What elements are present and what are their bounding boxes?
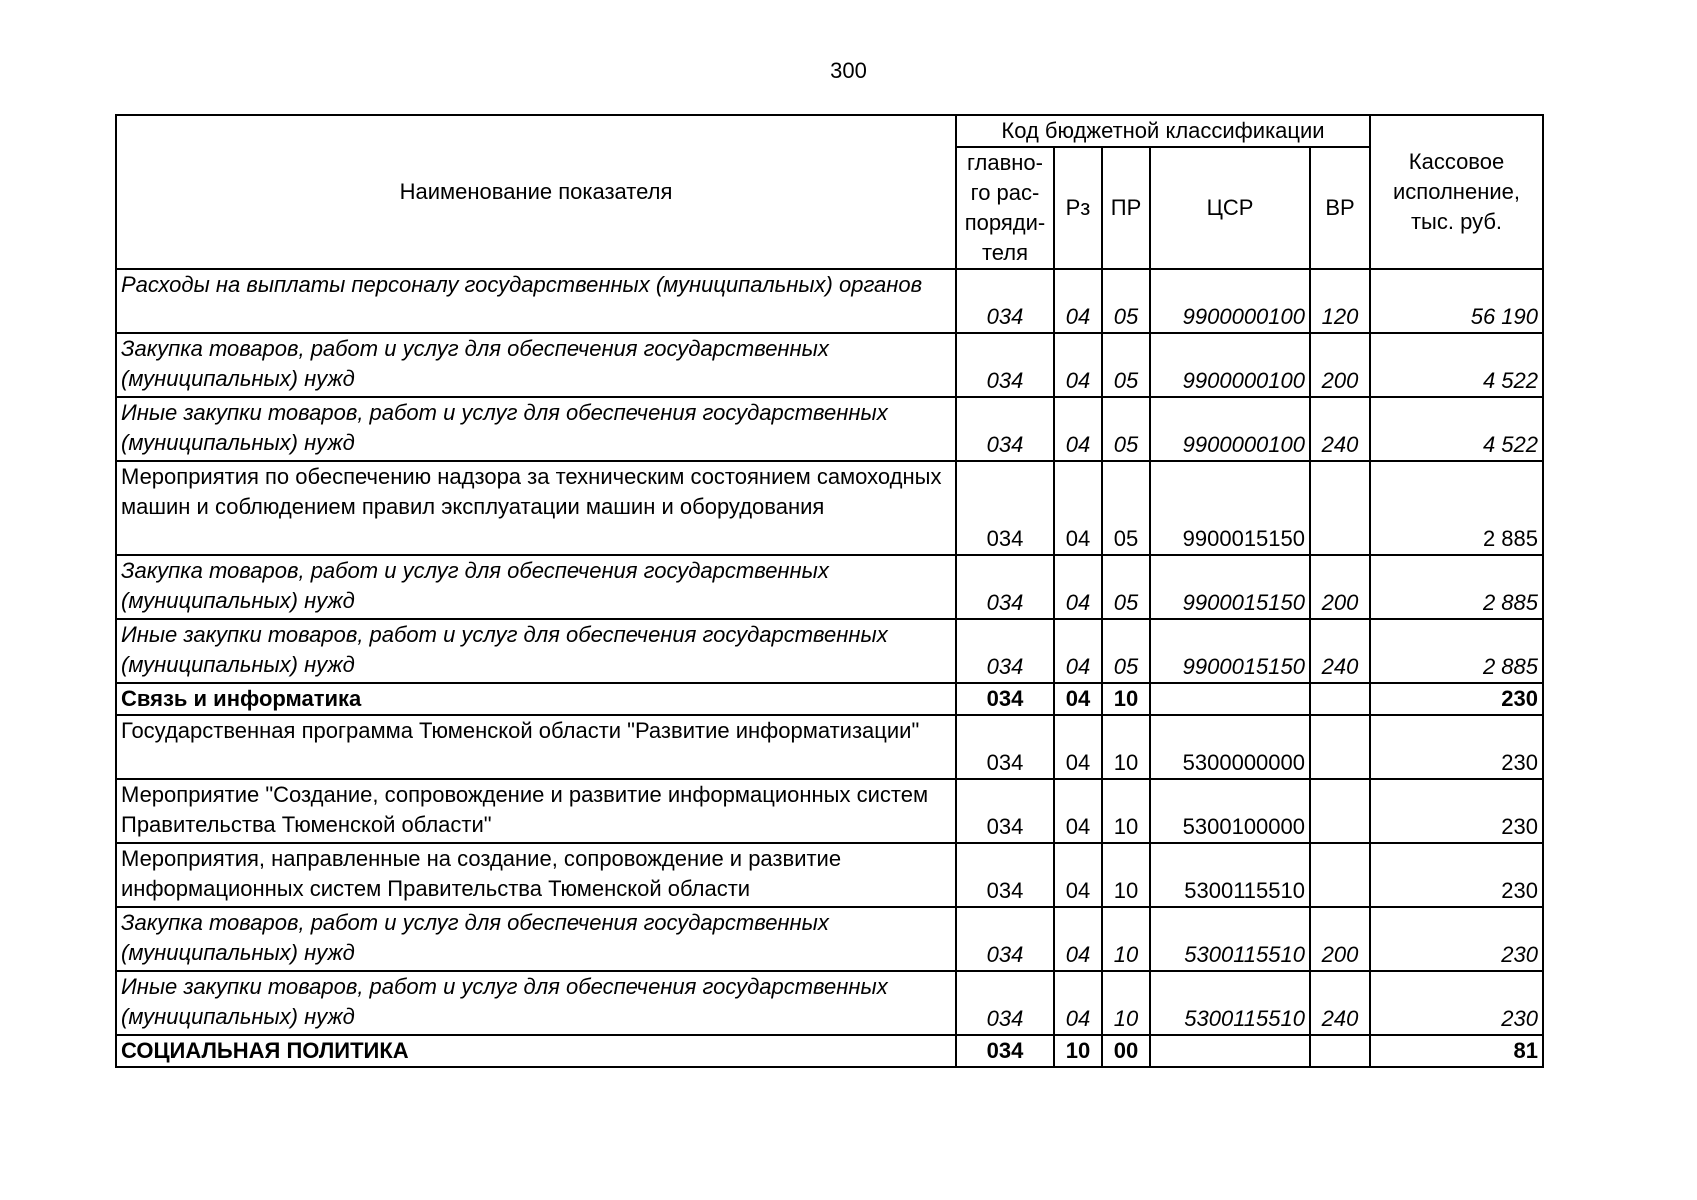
cell-vr: 240 <box>1310 971 1370 1035</box>
cell-csr: 9900015150 <box>1150 555 1310 619</box>
cell-csr: 9900000100 <box>1150 397 1310 461</box>
cell-pr: 05 <box>1102 269 1150 333</box>
table-row <box>116 843 1543 907</box>
cell-csr <box>1150 1035 1310 1067</box>
pr-column-header: ПР <box>1102 147 1150 269</box>
cell-pr: 10 <box>1102 779 1150 843</box>
cell-csr <box>1150 683 1310 715</box>
table-row <box>116 619 1543 683</box>
cell-gr: 034 <box>956 619 1054 683</box>
table-row <box>116 333 1543 397</box>
cell-amount: 2 885 <box>1370 619 1543 683</box>
cell-name: Закупка товаров, работ и услуг для обеспечения государственных (муниципальных) нужд <box>116 907 956 971</box>
cell-name: Иные закупки товаров, работ и услуг для обеспечения государственных (муниципальных) нужд <box>116 971 956 1035</box>
page-number: 300 <box>830 58 867 83</box>
cell-name: Мероприятия, направленные на создание, сопровождение и развитие информационных систем Правительства Тюменской области <box>116 843 956 907</box>
budget-table <box>115 114 1544 1068</box>
cell-name: СОЦИАЛЬНАЯ ПОЛИТИКА <box>116 1035 956 1067</box>
name-column-header: Наименование показателя <box>116 115 956 269</box>
cell-amount: 230 <box>1370 715 1543 779</box>
cell-rz: 04 <box>1054 779 1102 843</box>
cell-gr: 034 <box>956 461 1054 555</box>
cell-gr: 034 <box>956 397 1054 461</box>
gr-column-header <box>956 147 1054 269</box>
cell-vr <box>1310 779 1370 843</box>
cell-name: Закупка товаров, работ и услуг для обеспечения государственных (муниципальных) нужд <box>116 333 956 397</box>
cell-rz: 04 <box>1054 907 1102 971</box>
table-row <box>116 461 1543 555</box>
cell-gr: 034 <box>956 683 1054 715</box>
cell-amount: 56 190 <box>1370 269 1543 333</box>
kbk-group-header: Код бюджетной классификации <box>956 115 1370 147</box>
table-row <box>116 269 1543 333</box>
cell-pr: 10 <box>1102 907 1150 971</box>
cell-rz: 10 <box>1054 1035 1102 1067</box>
cell-gr: 034 <box>956 971 1054 1035</box>
csr-column-header: ЦСР <box>1150 147 1310 269</box>
cell-pr: 10 <box>1102 715 1150 779</box>
cell-csr: 5300115510 <box>1150 843 1310 907</box>
cell-rz: 04 <box>1054 333 1102 397</box>
cell-vr <box>1310 1035 1370 1067</box>
cell-name: Расходы на выплаты персоналу государственных (муниципальных) органов <box>116 269 956 333</box>
gr-header-line: теля <box>981 240 1029 265</box>
table-body <box>116 269 1543 1067</box>
cell-csr: 5300115510 <box>1150 971 1310 1035</box>
cell-pr: 05 <box>1102 397 1150 461</box>
amount-header-line: Кассовое <box>1408 149 1505 174</box>
cell-rz: 04 <box>1054 683 1102 715</box>
cell-pr: 05 <box>1102 461 1150 555</box>
gr-header-line: главно- <box>966 150 1043 175</box>
cell-pr: 10 <box>1102 683 1150 715</box>
cell-vr: 200 <box>1310 555 1370 619</box>
cell-csr: 5300000000 <box>1150 715 1310 779</box>
cell-gr: 034 <box>956 333 1054 397</box>
cell-name: Иные закупки товаров, работ и услуг для обеспечения государственных (муниципальных) нужд <box>116 397 956 461</box>
cell-name: Мероприятия по обеспечению надзора за техническим состоянием самоходных машин и соблюдением правил эксплуатации машин и оборудования <box>116 461 956 555</box>
cell-gr: 034 <box>956 555 1054 619</box>
rz-column-header: Рз <box>1054 147 1102 269</box>
table-row <box>116 683 1543 715</box>
amount-column-header <box>1370 115 1543 269</box>
table-row <box>116 555 1543 619</box>
cell-vr: 200 <box>1310 333 1370 397</box>
cell-csr: 9900015150 <box>1150 619 1310 683</box>
cell-amount: 2 885 <box>1370 461 1543 555</box>
cell-rz: 04 <box>1054 715 1102 779</box>
cell-csr: 9900000100 <box>1150 269 1310 333</box>
cell-vr: 240 <box>1310 619 1370 683</box>
table-header <box>116 115 1543 269</box>
cell-pr: 00 <box>1102 1035 1150 1067</box>
cell-name: Иные закупки товаров, работ и услуг для обеспечения государственных (муниципальных) нужд <box>116 619 956 683</box>
table-row <box>116 397 1543 461</box>
cell-pr: 10 <box>1102 971 1150 1035</box>
cell-gr: 034 <box>956 715 1054 779</box>
cell-gr: 034 <box>956 269 1054 333</box>
cell-vr: 240 <box>1310 397 1370 461</box>
cell-amount: 4 522 <box>1370 333 1543 397</box>
cell-amount: 230 <box>1370 907 1543 971</box>
table-row <box>116 971 1543 1035</box>
cell-pr: 05 <box>1102 333 1150 397</box>
amount-header-line: исполнение, <box>1393 179 1520 204</box>
cell-amount: 4 522 <box>1370 397 1543 461</box>
amount-header-line: тыс. руб. <box>1410 209 1503 234</box>
cell-gr: 034 <box>956 1035 1054 1067</box>
cell-pr: 10 <box>1102 843 1150 907</box>
table-row <box>116 907 1543 971</box>
cell-gr: 034 <box>956 907 1054 971</box>
cell-name: Государственная программа Тюменской области "Развитие информатизации" <box>116 715 956 779</box>
cell-gr: 034 <box>956 779 1054 843</box>
cell-amount: 230 <box>1370 683 1543 715</box>
cell-vr: 120 <box>1310 269 1370 333</box>
cell-vr <box>1310 461 1370 555</box>
cell-vr <box>1310 843 1370 907</box>
cell-pr: 05 <box>1102 619 1150 683</box>
vr-column-header: ВР <box>1310 147 1370 269</box>
gr-header-line: го рас- <box>970 180 1040 205</box>
cell-name: Закупка товаров, работ и услуг для обеспечения государственных (муниципальных) нужд <box>116 555 956 619</box>
gr-header-line: поряди- <box>964 210 1046 235</box>
table-row <box>116 1035 1543 1067</box>
table-row <box>116 715 1543 779</box>
cell-csr: 5300100000 <box>1150 779 1310 843</box>
cell-amount: 81 <box>1370 1035 1543 1067</box>
cell-amount: 230 <box>1370 779 1543 843</box>
cell-csr: 9900015150 <box>1150 461 1310 555</box>
cell-rz: 04 <box>1054 397 1102 461</box>
cell-gr: 034 <box>956 843 1054 907</box>
cell-rz: 04 <box>1054 555 1102 619</box>
cell-csr: 9900000100 <box>1150 333 1310 397</box>
cell-vr <box>1310 683 1370 715</box>
cell-rz: 04 <box>1054 843 1102 907</box>
cell-vr: 200 <box>1310 907 1370 971</box>
cell-amount: 230 <box>1370 843 1543 907</box>
cell-csr: 5300115510 <box>1150 907 1310 971</box>
cell-vr <box>1310 715 1370 779</box>
cell-amount: 230 <box>1370 971 1543 1035</box>
cell-rz: 04 <box>1054 619 1102 683</box>
table-row <box>116 779 1543 843</box>
cell-amount: 2 885 <box>1370 555 1543 619</box>
cell-name: Связь и информатика <box>116 683 956 715</box>
cell-rz: 04 <box>1054 971 1102 1035</box>
cell-rz: 04 <box>1054 461 1102 555</box>
cell-name: Мероприятие "Создание, сопровождение и развитие информационных систем Правительства Тюменской области" <box>116 779 956 843</box>
cell-rz: 04 <box>1054 269 1102 333</box>
cell-pr: 05 <box>1102 555 1150 619</box>
